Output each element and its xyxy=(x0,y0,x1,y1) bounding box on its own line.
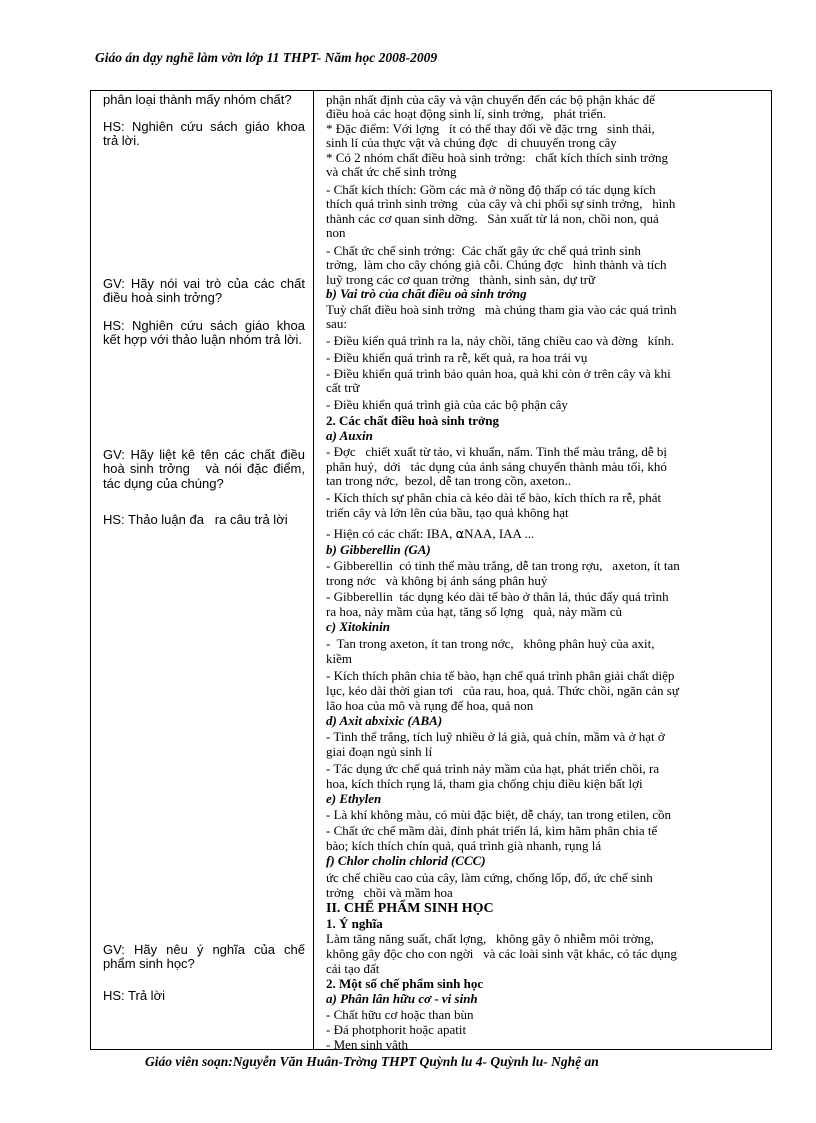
content-column xyxy=(314,91,772,1050)
content-line: cất trữ xyxy=(326,380,360,395)
content-line: * Đặc điểm: Với lợng ít có thể thay đổi về đặc trng sinh thái, xyxy=(326,121,655,136)
left-item: HS: Nghiên cứu sách giáo khoa kết hợp với thảo luận nhóm trả lời. xyxy=(103,318,309,348)
subsection-heading: d) Axit abxixic (ABA) xyxy=(326,713,443,728)
section-heading: 2. Một số chế phẩm sinh học xyxy=(326,976,484,991)
content-line: - Kích thích sự phân chia cà kéo dài tế bào, kích thích ra rễ, phát xyxy=(326,490,662,505)
content-line: - Điều khiển quá trình bảo quản hoa, quả khi còn ở trên cây và khi xyxy=(326,366,671,381)
section-heading: II. CHẾ PHẨM SINH HỌC xyxy=(326,901,494,916)
lesson-table xyxy=(90,90,772,1050)
content-line: - Đá photphorit hoặc apatit xyxy=(326,1022,467,1037)
content-line: - Tinh thể trắng, tích luỹ nhiều ở lá già, quả chín, mầm và ở hạt ở xyxy=(326,729,665,744)
content-line: - Tan trong axeton, ít tan trong nớc, không phân huỷ của axit, xyxy=(326,636,655,651)
content-line: cải tạo đất xyxy=(326,961,380,976)
content-line: - Chất kích thích: Gồm các mà ở nồng độ thấp có tác dụng kích xyxy=(326,182,656,197)
content-line: - Chất ức chế mầm dài, đỉnh phát triển lá, kìm hãm phân chia tế xyxy=(326,823,658,838)
content-line: - Tác dụng ức chế quá trình nảy mầm của hạt, phát triển chồi, ra xyxy=(326,761,660,776)
section-heading: 1. Ý nghĩa xyxy=(326,916,383,931)
content-line: trong nớc và không bị ánh sáng phân huỷ xyxy=(326,573,548,588)
left-item: GV: Hãy nêu ý nghĩa của chế phẩm sinh học? xyxy=(103,942,309,972)
content-line: - Chất ức chế sinh trởng: Các chất gây ức chế quá trình sinh xyxy=(326,243,641,258)
content-line: thành các cơ quan sinh dỡng. Sản xuất từ lá non, chồi non, quả xyxy=(326,211,659,226)
subsection-heading: e) Ethylen xyxy=(326,791,382,806)
page-header: Giáo án dạy nghề làm vờn lớp 11 THPT- Năm học 2008-2009 xyxy=(95,50,438,65)
content-line: kiềm xyxy=(326,651,352,666)
content-line: phân huỷ, dới tác dụng của ánh sáng chuyển thành màu tối, khó xyxy=(326,459,667,474)
content-line: - Men sinh vâth xyxy=(326,1037,408,1050)
content-line: - Hiện có các chất: IBA, ⍺NAA, IAA ... xyxy=(326,526,535,541)
teacher-student-column xyxy=(91,91,314,1050)
content-line: - Chất hữu cơ hoặc than bùn xyxy=(326,1007,474,1022)
content-line: phận nhất định của cây và vận chuyển đến các bộ phận khác để xyxy=(326,92,655,107)
section-heading: b) Vai trò của chất điều oà sinh trởng xyxy=(326,286,527,301)
left-item: HS: Nghiên cứu sách giáo khoa trả lời. xyxy=(103,119,309,149)
content-line: - Điều kiển quá trình ra la, nảy chồi, tăng chiều cao và đờng kính. xyxy=(326,333,675,348)
content-line: - Đợc chiết xuất từ tảo, vi khuẩn, nấm. Tinh thể màu trắng, dễ bị xyxy=(326,444,668,459)
content-line: triển cây và lớn lên của bầu, tạo quả không hạt xyxy=(326,505,569,520)
content-line: lục, kéo dài thời gian tơi của rau, hoa, quả. Thức chồi, ngăn cản sự xyxy=(326,683,679,698)
subsection-heading: c) Xitokinin xyxy=(326,619,390,634)
content-line: thích quá trình sinh trởng của cây và chi phối sự sinh trởng, hình xyxy=(326,196,676,211)
left-cell-content xyxy=(97,93,309,1047)
right-cell-content xyxy=(320,92,767,1050)
content-line: non xyxy=(326,225,346,240)
content-line: ra hoa, nảy mầm của hạt, tăng số lợng quả, nảy mầm củ xyxy=(326,604,623,619)
subsection-heading: b) Gibberellin (GA) xyxy=(326,542,431,557)
content-line: - Gibberellin tác dụng kéo dài tế bào ở thân lá, thúc đẩy quá trình xyxy=(326,589,669,604)
content-line: ức chế chiều cao của cây, làm cứng, chống lốp, đổ, ức chế sinh xyxy=(326,870,653,885)
content-line: - Điều khiển quá trình già của các bộ phận cây xyxy=(326,397,568,412)
content-line: và chất ức chế sinh trởng xyxy=(326,164,457,179)
page-footer: Giáo viên soạn:Nguyễn Văn Huân-Trờng THPT Quỳnh lu 4- Quỳnh lu- Nghệ an xyxy=(145,1054,599,1069)
content-line: trởng chồi và mầm hoa xyxy=(326,885,453,900)
content-line: không gây độc cho con ngời và các loài sinh vật khác, có tác dụng xyxy=(326,946,677,961)
content-line: lão hoa của mô và rụng đế hoa, quả non xyxy=(326,698,534,713)
content-line: - Gibberellin có tinh thể màu trắng, dễ tan trong rợu, axeton, ít tan xyxy=(326,558,680,573)
content-line: sinh lí của thực vật và chúng đợc di chuuyển trong cây xyxy=(326,135,617,150)
content-line: điều hoà các hoạt động sinh lí, sinh trởng, phát triển. xyxy=(326,106,607,121)
content-line: tan trong nớc, bezol, dễ tan trong cồn, axeton.. xyxy=(326,473,572,488)
content-line: bào; kích thích chín quả, quá trình già nhanh, rụng lá xyxy=(326,838,602,853)
subsection-heading: a) Auxin xyxy=(326,428,373,443)
left-item: HS: Thảo luận đa ra câu trả lời xyxy=(103,512,288,527)
content-line: - Điều khiển quá trình ra rễ, kết quả, ra hoa trái vụ xyxy=(326,350,588,365)
left-item: GV: Hãy liệt kê tên các chất điều hoà sinh trởng và nói đặc điểm, tác dụng của chúng? xyxy=(103,447,309,491)
content-line: giai đoạn ngủ sinh lí xyxy=(326,744,433,759)
table-row xyxy=(91,91,772,1050)
content-line: Tuỳ chất điều hoà sinh trởng mà chúng tham gia vào các quá trình xyxy=(326,302,677,317)
content-line: Làm tăng năng suất, chất lợng, không gây ô nhiễm môi trờng, xyxy=(326,931,654,946)
left-item: phân loại thành mấy nhóm chất? xyxy=(103,92,292,107)
subsection-heading: a) Phân lân hữu cơ - vi sinh xyxy=(326,991,478,1006)
left-item: HS: Trả lời xyxy=(103,988,165,1003)
content-line: sau: xyxy=(326,316,347,331)
content-line: * Có 2 nhóm chất điều hoà sinh trởng: chất kích thích sinh trởng xyxy=(326,150,668,165)
content-line: hoa, kích thích rụng lá, tham gia chống chịu điều kiện bất lợi xyxy=(326,776,643,791)
content-line: - Kích thích phân chia tế bào, hạn chế quá trình phân giải chất diệp xyxy=(326,668,675,683)
content-line: luỹ trong các cơ quan trởng thành, sinh sản, dự trữ xyxy=(326,272,596,287)
left-item: GV: Hãy nói vai trò của các chất điều hoà sinh trởng? xyxy=(103,276,309,306)
section-heading: 2. Các chất điều hoà sinh trởng xyxy=(326,413,499,428)
subsection-heading: f) Chlor cholin chlorid (CCC) xyxy=(326,853,486,868)
content-line: - Là khí không màu, có mùi đặc biệt, dễ cháy, tan trong etilen, cồn xyxy=(326,807,671,822)
content-line: trởng, làm cho cây chóng già cỗi. Chúng đợc hình thành và tích xyxy=(326,257,667,272)
